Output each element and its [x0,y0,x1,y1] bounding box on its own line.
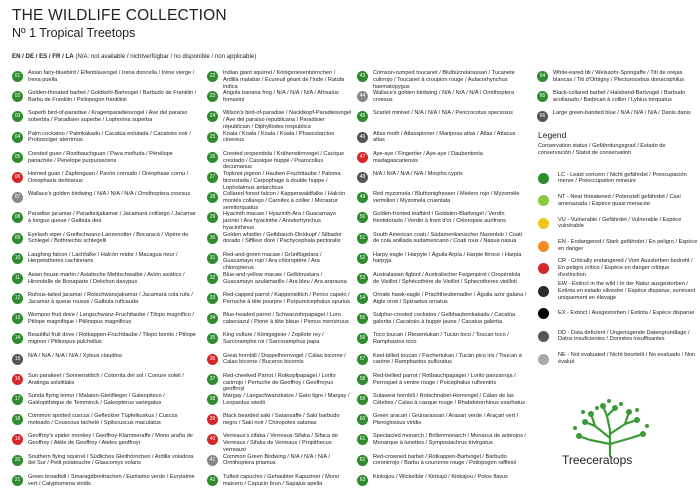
species-number-badge: 10 [12,253,23,264]
species-entry [12,70,197,90]
species-number-badge: 47 [357,152,368,163]
species-names: Green broadbill / Smaragdbreitrachen / Eurilaimo verde / Eurylaime vert / Calyptomena viridis [28,473,195,487]
species-number-badge: 37 [207,374,218,385]
species-number-badge: 62 [357,455,368,466]
species-number-badge: 30 [207,233,218,244]
language-note: (N/A: not available / nichtverfügbar / no disponible / non applicable) [75,53,257,60]
species-number-badge: 44 [357,91,368,102]
species-entry [12,151,197,171]
species-names: Indian giant squirrel / Königsriesenhörnchen / Ardilla malabar / Écureuil géant de l'Inde / Ratufa indica [223,70,345,90]
species-entry [207,433,352,453]
species-entry [12,353,197,373]
species-entry [12,312,197,332]
species-entry [12,90,197,110]
status-item [538,348,698,371]
species-entry [207,272,352,292]
tree-logo-icon [565,398,655,458]
species-names: Red-bellied parrot / Rotbauchpapagei / Lorito panzarroja / Perroquet à ventre rouge / Poicephalus rufiventris [373,372,516,386]
species-entry [12,433,197,453]
species-names: Common Green Birdwing / N/A / N/A / N/A / Ornithoptera priamus [223,453,330,467]
status-dot-icon [538,241,549,252]
species-number-badge: 22 [207,71,218,82]
species-entry [357,413,527,433]
species-number-badge: 35 [207,333,218,344]
species-names: Spectacled monarch / Brillenmonarch / Monarca de anteojos / Monarque à lunettes / Symposiachrus trivirgatus [373,433,526,447]
species-names: Superb bird-of-paradise / Kragenparadiesvogel / Ave del paraíso soberbia / Paradisier superbe / Lophorina superba [28,110,188,124]
species-entry [357,90,527,110]
species-names: Koala / Koala / Koala / Koala / Phascolarctos cinereus [223,130,335,144]
species-names: South American coati / Südamerikanischer Nasenbär / Coatí de cola anillada sudamericano / Coati roux / Nasua nasua [373,231,523,245]
status-dot-icon [538,195,549,206]
species-entry [357,312,527,332]
species-entry [357,454,527,474]
page-subtitle: Nº 1 Tropical Treetops [12,26,136,40]
status-dot-icon [538,331,549,342]
species-number-badge: 16 [12,374,23,385]
species-names: Aye-aye / Fingertier / Aye-aye / Daubentonia madagascariensis [373,150,483,164]
species-entry [12,131,197,151]
species-names: Collared forest falcon / Kappenwaldfalke / Halcón montés collarejo / Carnifex à collier / Micrastur semitorquatus [223,191,346,211]
species-names: Horned guan / Zapfenguan / Pavón cornudo / Oréophase cornu / Oreophasis derbianus [28,170,189,184]
species-entry [357,171,527,191]
species-entry [207,232,352,252]
species-number-badge: 24 [207,111,218,122]
species-names: Atlas moth / Atlasspinner / Mariposa atlas / Atlas / Attacus atlas [373,130,516,144]
species-number-badge: 53 [357,273,368,284]
species-names: Wallace's golden birdwing / N/A / N/A / N/A / Ornithoptera croesus [28,191,191,198]
species-number-badge: 31 [207,253,218,264]
species-entry [207,211,352,231]
status-item [538,303,698,326]
species-entry [12,332,197,352]
species-names: Angola banana frog / N/A / N/A / N/A / Afrixalus fornasini [223,90,339,103]
species-number-badge: 66 [537,111,548,122]
species-entry [537,90,695,110]
species-number-badge: 54 [357,293,368,304]
species-column [207,70,352,494]
species-number-badge: 15 [12,354,23,365]
species-entry [357,70,527,90]
page-title: THE WILDLIFE COLLECTION [12,7,227,24]
species-number-badge: 41 [207,455,218,466]
status-label: DD - Data deficient / Ungenügende Datengrundlage / Datos insuficientes / Données insuffisantes [558,329,690,343]
status-item [538,235,698,258]
species-entry [207,373,352,393]
species-number-badge: 25 [207,132,218,143]
species-names: Green aracari / Grünarassari / Arasarí verde / Araçari vert / Pteroglossus viridis [373,413,519,426]
species-entry [12,191,197,211]
species-number-badge: 39 [207,414,218,425]
species-number-badge: 18 [12,414,23,425]
species-number-badge: 50 [357,212,368,223]
species-names: Crested oropendola / Krähenstirnvogel / Cacique crestado / Cassique huppé / Psarocolius decumanus [223,150,344,171]
species-entry [207,312,352,332]
species-number-badge: 27 [207,172,218,183]
species-number-badge: 03 [12,111,23,122]
species-number-badge: 11 [12,273,23,284]
status-label: EN - Endangered / Stark gefährdet / En peligro / Espèce en danger [558,239,698,253]
species-entry [207,131,352,151]
species-number-badge: 19 [12,434,23,445]
status-dot-icon [538,308,549,319]
conservation-status-list [538,167,698,370]
species-names: Southern flying squirrel / Südliches Gleithörnchen / Ardilla voladora del Sur / Petit polatouche / Glaucomys volans [28,453,194,467]
species-names: Blue-headed parrot / Schwarzohrpapagei / Loro cabeciazul / Pione à tête bleue / Pionus menstruus [223,312,349,326]
species-entry [207,332,352,352]
species-names: Black bearded saki / Satansaffe / Sakí barbudo negro / Saki noir / Chiropotes satanas [223,413,340,426]
species-number-badge: 43 [357,71,368,82]
species-entry [12,413,197,433]
species-number-badge: 64 [537,71,548,82]
species-entry [207,110,352,130]
species-names: Crimson-rumped toucanet / Blutbürzelarassari / Tucanete culirrojo / Toucanet à croupion rouge / Aulacorhynchus haematopygus [373,70,515,90]
species-names: Golden-fronted leafbird / Goldstirn-Blattvogel / Verdín frentidorado / Verdin à front d'or / Chloropsis aurifrons [373,211,506,225]
species-names: Laughing falcon / Lachfalke / Halcón reidor / Macagua rieur / Herpetotheres cachinnans [28,251,178,265]
species-number-badge: 20 [12,455,23,466]
species-names: Asian fairy-bluebird / Elfenblauvogel / Irena doncella / Irène vierge / Irena puella [28,70,195,83]
species-names: Beautiful fruit dove / Rotkappen-Fruchttaube / Tilopo bonito / Ptilope mignon / Ptilinopus pulchellus [28,332,196,346]
species-names: Keel-billed toucan / Fischertukan / Tucán pico iris / Toucan à carène / Ramphastos sulfuratus [373,352,522,366]
language-codes: EN / DE / ES / FR / LA [12,53,74,60]
species-number-badge: 23 [207,91,218,102]
species-entry [207,252,352,272]
species-names: Rufous-tailed jacamar / Rotschwanzjakamar / Jacamará cola rufa / Jacamar à queue rousse / Galbula ruficauda [28,292,193,305]
species-entry [357,110,527,130]
species-entry [357,131,527,151]
language-legend [12,53,256,60]
species-names: Red-crowned barbet / Rotkappen-Bartvogel / Barbudo coronirrojo / Barbu à couronne rouge / Psilopogon rafflesii [373,453,516,467]
species-entry [357,292,527,312]
species-names: Eyelash viper / Greifschwanz-Lanzenotter / Bocaracá / Vipère de Schlegel / Bothriechis schlegelii [28,231,189,245]
species-number-badge: 38 [207,394,218,405]
species-entry [537,110,695,130]
species-names: Toco toucan / Riesentukan / Tucán toco / Toucan toco / Ramphastos toco [373,332,509,346]
species-number-badge: 14 [12,333,23,344]
species-entry [357,332,527,352]
species-entry [357,211,527,231]
species-names: Harpy eagle / Harpyie / Águila Arpía / Harpie féroce / Harpia harpyja [373,251,522,265]
species-number-badge: 55 [357,313,368,324]
status-item [538,280,698,303]
species-entry [12,373,197,393]
species-number-badge: 01 [12,71,23,82]
species-number-badge: 58 [357,374,368,385]
species-entry [357,232,527,252]
species-entry [12,454,197,474]
species-column [12,70,197,494]
species-names: Red-and-green macaw / Grünflügelara / Guacamayo rojo / Ara chloroptère / Ara chloropterus [223,251,322,272]
status-dot-icon [538,173,549,184]
status-item [538,257,698,280]
species-entry [12,393,197,413]
species-number-badge: 60 [357,414,368,425]
species-entry [357,474,527,494]
species-entry [12,171,197,191]
species-names: Palm cockatoo / Palmkakadu / Cacatúa enlutada / Cacatoès noir / Probosciger aterrimus [28,130,191,144]
species-entry [357,191,527,211]
species-number-badge: 40 [207,434,218,445]
species-names: Red-capped parrot / Kappensittich / Perico capelo / Perruche à tête pourpre / Purpureicephalus spurius [223,292,350,305]
species-names: Great hornbill / Doppelhornvogel / Cálao bicorne / Calao bicorne / Buceros bicornis [223,352,346,366]
species-number-badge: 49 [357,192,368,203]
species-number-badge: 34 [207,313,218,324]
species-entry [357,252,527,272]
species-number-badge: 02 [12,91,23,102]
species-names: Hyacinth macaw / Hyazinth-Ara / Guacamayo jacinto / Ara hyacinthe / Anodorhynchus hyacinthinus [223,211,336,231]
species-names: Blue-and-yellow macaw / Gelbbrustara / Guacamayo azulamarillo / Ara bleu / Ara ararauna [223,271,347,285]
species-entry [207,474,352,494]
species-entry [207,90,352,110]
species-entry [207,454,352,474]
species-names: Sulphur-crested cockatoo / Gelbhaubenkakadu / Cacatúa galerita / Cacatoès à huppe jaune / Cacatua galerita [373,312,516,326]
species-names: Tufted capuchin / Gehaubter Kapuziner / Mono maicero / Capucin brun / Sapajus apella [223,473,340,487]
species-number-badge: 32 [207,273,218,284]
species-number-badge: 48 [357,172,368,183]
species-names: N/A / N/A / N/A / N/A / Xyleus claudina [28,352,122,359]
species-names: Sunda flying lemur / Malaien-Gleitflieger / Galeopiteco / Galéopithèque de Temminck / Galeopterus variegatus [28,393,165,406]
species-entry [357,393,527,413]
species-names: Australasian figbird / Australischer Feigenpirol / Oropéndola de Vieillot / Sphécothère de Vieillot / Sphecotheres vieilloti [373,271,521,285]
status-label: EX - Extinct / Ausgestorben / Extinta / Espèce disparue [558,310,695,317]
species-names: Ornate hawk-eagle / Prachtheubenadler / Águila azor galana / Aigle orné / Spizaetus ornatus [373,292,527,305]
species-names: Kinkajou / Wickelbär / Kinkajú / Kinkajou / Potos flavus [373,473,508,480]
species-names: Wilson's bird-of-paradise / Nacktkopf-Paradiesvogel / Ave del paraíso republicana / Paradisier républicain / Diphyllodes respublica [223,110,352,130]
species-column [537,70,695,131]
species-entry [357,272,527,292]
status-dot-icon [538,286,549,297]
status-label: NE - Not evaluated / Nicht beurteilt / No evaluado / Non évalué [558,352,696,366]
species-number-badge: 06 [12,172,23,183]
species-number-badge: 51 [357,233,368,244]
species-column [357,70,527,494]
species-number-badge: 13 [12,313,23,324]
status-item [538,167,698,190]
species-number-badge: 63 [357,475,368,486]
species-number-badge: 04 [12,132,23,143]
species-names: Geoffroy's spider monkey / Geoffroy-Klammeraffe / Mono araña de Geoffroy / Atèle de Geoffroy / Ateles geoffroyi [28,433,193,447]
species-entry [12,292,197,312]
species-entry [357,353,527,373]
species-entry [207,413,352,433]
species-number-badge: 26 [207,152,218,163]
species-entry [12,232,197,252]
species-names: Red-cheeked Parrot / Rotkopfpapagei / Lorito carirrojo / Perruche de Geoffroy / Geoffroyus geoffroyi [223,372,336,393]
species-number-badge: 08 [12,212,23,223]
species-names: Verreaux's sifaka / Verreaux-Sifaka / Sifaca de Verreaux / Sifaka de Verreaux / Propithecus verreauxi [223,433,338,453]
species-entry [207,151,352,171]
status-dot-icon [538,263,549,274]
species-entry [207,292,352,312]
species-number-badge: 65 [537,91,548,102]
legend-title: Legend [538,130,567,140]
species-names: N/A / N/A / N/A / N/A / Morpho cypris [373,170,463,177]
species-number-badge: 12 [12,293,23,304]
species-entry [207,353,352,373]
species-entry [12,474,197,494]
status-label: CR - Critically endangered / Vom Aussterben bedroht / En peligro crítico / Espèce en danger critique d'extinction [558,258,693,279]
species-names: Topknot pigeon / Hauben-Fruchttaube / Paloma bicrestada / Carpophage à double huppe / Lopholaimus antarcticus [223,170,341,191]
species-number-badge: 33 [207,293,218,304]
species-names: Paradise jacamar / Paradiesjakamar / Jacamará colilargo / Jacamar à longue queue / Galbula dea [28,211,196,225]
species-number-badge: 05 [12,152,23,163]
species-names: Margay / Langschwanzkatze / Gato tigre / Margay / Leopardus wiedii [223,393,350,406]
species-names: Sulawesi hornbill / Rotschnabel-Hornvogel / Cálao de las Célebes / Calao à casque rouge / Rhabdotorrhinus exarhatus [373,393,526,406]
status-label: VU - Vulnerable / Gefährdet / Vulnerable / Espèce vulnérable [558,216,682,230]
species-entry [12,272,197,292]
species-entry [537,70,695,90]
species-number-badge: 28 [207,192,218,203]
species-names: Asian house martin / Asiatische Mehlschwalbe / Avión asiático / Hirondelle de Bonaparte / Delichon dasypus [28,271,185,285]
species-names: Golden whistler / Gelbbauch-Dickkopf / Silbador dorado / Siffleur doré / Pachycephala pectoralis [223,231,342,245]
status-label: NT - Near threatened / Potenziell gefährdet / Casi amenazada / Espèce quasi menacée [558,194,681,207]
species-number-badge: 56 [357,333,368,344]
species-names: Scarlet minivet / N/A / N/A / N/A / Pericrocotus speciosus [373,110,513,117]
species-entry [207,191,352,211]
species-number-badge: 36 [207,354,218,365]
status-item [538,190,698,213]
species-names: King vulture / Königsgeier / Zopilote rey / Sarcoramphe roi / Sarcoramphus papa [223,332,324,346]
species-entry [12,110,197,130]
species-entry [357,151,527,171]
species-entry [12,211,197,231]
brand-name: Treeceratops [562,453,633,467]
species-names: Large green-banded blue / N/A / N/A / N/A / Danis danis [553,110,691,117]
species-names: Black-collared barbet / Halsband-Bartvogel / Barbudo acollarado / Barbican à collier / Lybius torquatus [553,90,686,103]
species-entry [357,373,527,393]
species-number-badge: 21 [12,475,23,486]
status-dot-icon [538,354,549,365]
species-names: Common spotted cuscus / Gefleckter Tüpfelkuskus / Cuscús moteado / Couscous tacheté / Spilocuscus maculatus [28,413,178,426]
species-number-badge: 59 [357,394,368,405]
species-entry [357,433,527,453]
species-number-badge: 57 [357,354,368,365]
species-names: Wallace's golden birdwing / N/A / N/A / N/A / Ornithoptera croesus [373,90,515,103]
species-number-badge: 46 [357,132,368,143]
species-number-badge: 17 [12,394,23,405]
species-names: Golden-throated barbet / Goldkehl-Bartvogel / Barbudo de Franklin / Barbu de Franklin / Psilopogon franklinii [28,90,197,103]
status-label: LC - Least concern / Nicht gefährdet / Preocupación menor / Préoccupation mineure [558,171,687,185]
species-entry [207,70,352,90]
species-entry [207,393,352,413]
species-number-badge: 61 [357,434,368,445]
species-number-badge: 42 [207,475,218,486]
status-item [538,325,698,348]
legend-subtitle: Conservation status / Gefährdungsgrad / Estado de conservación / Statut de conservation [538,143,666,156]
species-names: White-eared titi / Weissohr-Springaffe / Tití de orejas blancas / Titi d'Orbigny / Plecturocebus donacophilus [553,70,685,83]
species-names: Crested guan / Rostbauchguan / Pava moñuda / Pénélope panachée / Penelope purpurascens [28,150,173,164]
species-entry [12,252,197,272]
status-label: EW - Extinct in the wild / In der Natur ausgestorben / Extinta en estado silvestre / Espèce disparue, survivant uniquement en élevage [558,281,696,301]
species-number-badge: 29 [207,212,218,223]
species-names: Sun parakeet / Sonnensittich / Cotorrita del sol / Conure soleil / Aratinga solstitialis [28,372,184,386]
status-item [538,212,698,235]
species-entry [207,171,352,191]
species-names: Red myzomela / Bluthonigfresser / Mielero rojo / Myzomèle vermillon / Myzomela cruentata [373,191,520,204]
species-names: Wompoo fruit dove / Langschwanz-Fruchttaube / Tilopo magnífico / Ptilope magnifique / Ptilinopus magnificus [28,312,194,326]
species-number-badge: 07 [12,192,23,203]
species-number-badge: 09 [12,233,23,244]
status-dot-icon [538,218,549,229]
species-number-badge: 52 [357,253,368,264]
species-number-badge: 45 [357,111,368,122]
